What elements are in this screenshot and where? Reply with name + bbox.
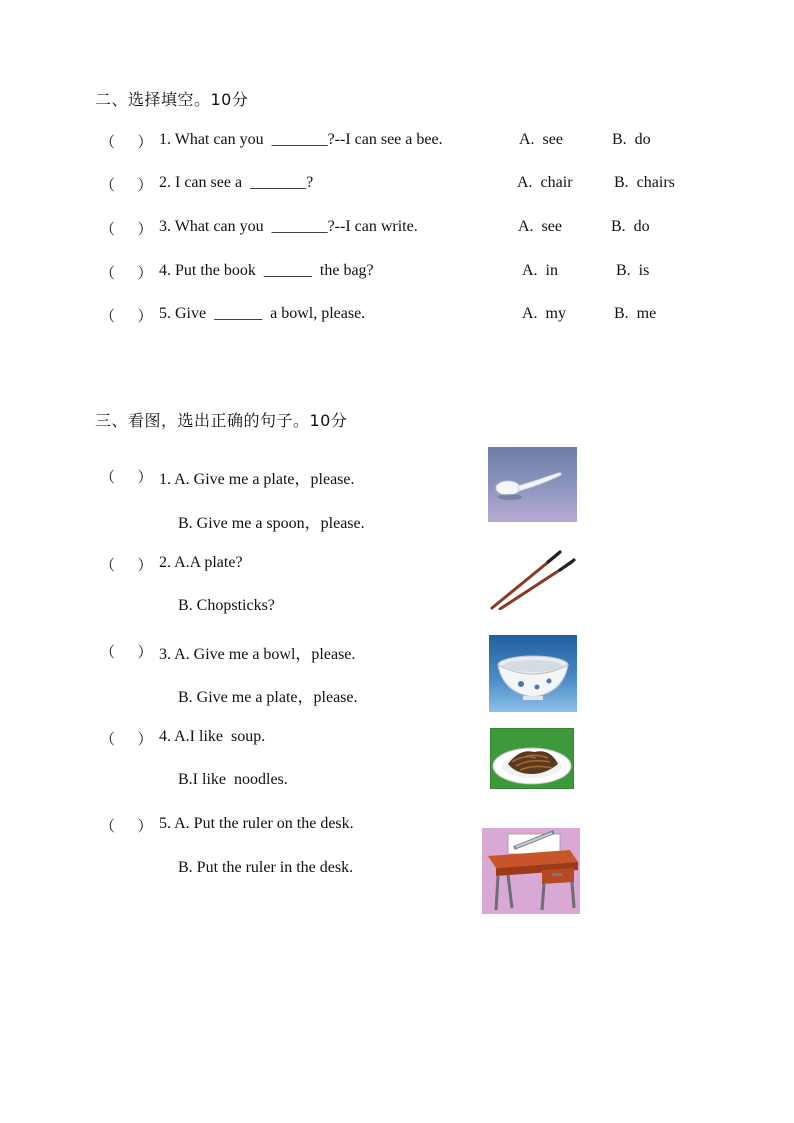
bowl-picture [489,635,577,712]
question-text: 2. I can see a _______? [159,174,314,191]
answer-blank[interactable]: （ ） [100,309,153,325]
option-b: B. do [611,218,650,235]
option-a: A. my [522,305,566,322]
question-text: 1. What can you _______?--I can see a bee. [159,131,443,148]
option-a: A. see [519,131,563,148]
option-a-sentence: 4. A.I like soup. [159,728,266,745]
section3-heading: 三、看图，选出正确的句子。10分 [95,411,348,430]
option-b-sentence: B.I like noodles. [178,771,288,788]
answer-blank[interactable]: （ ） [100,558,153,574]
question-text: 5. Give ______ a bowl, please. [159,305,366,322]
section2-heading: 二、选择填空。10分 [95,90,249,109]
option-a-sentence: 5. A. Put the ruler on the desk. [159,815,354,832]
noodles-picture [490,728,574,789]
option-b: B. chairs [614,174,675,191]
answer-blank[interactable]: （ ） [100,222,153,238]
chopsticks-picture [488,546,577,610]
question-text: 4. Put the book ______ the bag? [159,262,374,279]
answer-blank[interactable]: （ ） [100,645,153,661]
desk-picture [482,828,580,914]
option-a: A. chair [517,174,573,191]
option-a-sentence: 2. A.A plate? [159,554,243,571]
answer-blank[interactable]: （ ） [100,470,153,486]
question-text: 3. What can you _______?--I can write. [159,218,418,235]
answer-blank[interactable]: （ ） [100,135,153,151]
option-b-sentence: B. Give me a plate，please. [178,689,358,706]
option-b-sentence: B. Chopsticks? [178,597,275,614]
option-a: A. in [522,262,558,279]
option-a: A. see [518,218,562,235]
spoon-picture [488,447,577,522]
option-b: B. is [616,262,650,279]
option-a-sentence: 1. A. Give me a plate，please. [159,471,355,488]
answer-blank[interactable]: （ ） [100,178,153,194]
answer-blank[interactable]: （ ） [100,266,153,282]
option-b: B. me [614,305,657,322]
option-b-sentence: B. Put the ruler in the desk. [178,859,354,876]
option-b: B. do [612,131,651,148]
answer-blank[interactable]: （ ） [100,819,153,835]
option-b-sentence: B. Give me a spoon，please. [178,515,365,532]
answer-blank[interactable]: （ ） [100,732,153,748]
option-a-sentence: 3. A. Give me a bowl，please. [159,646,356,663]
